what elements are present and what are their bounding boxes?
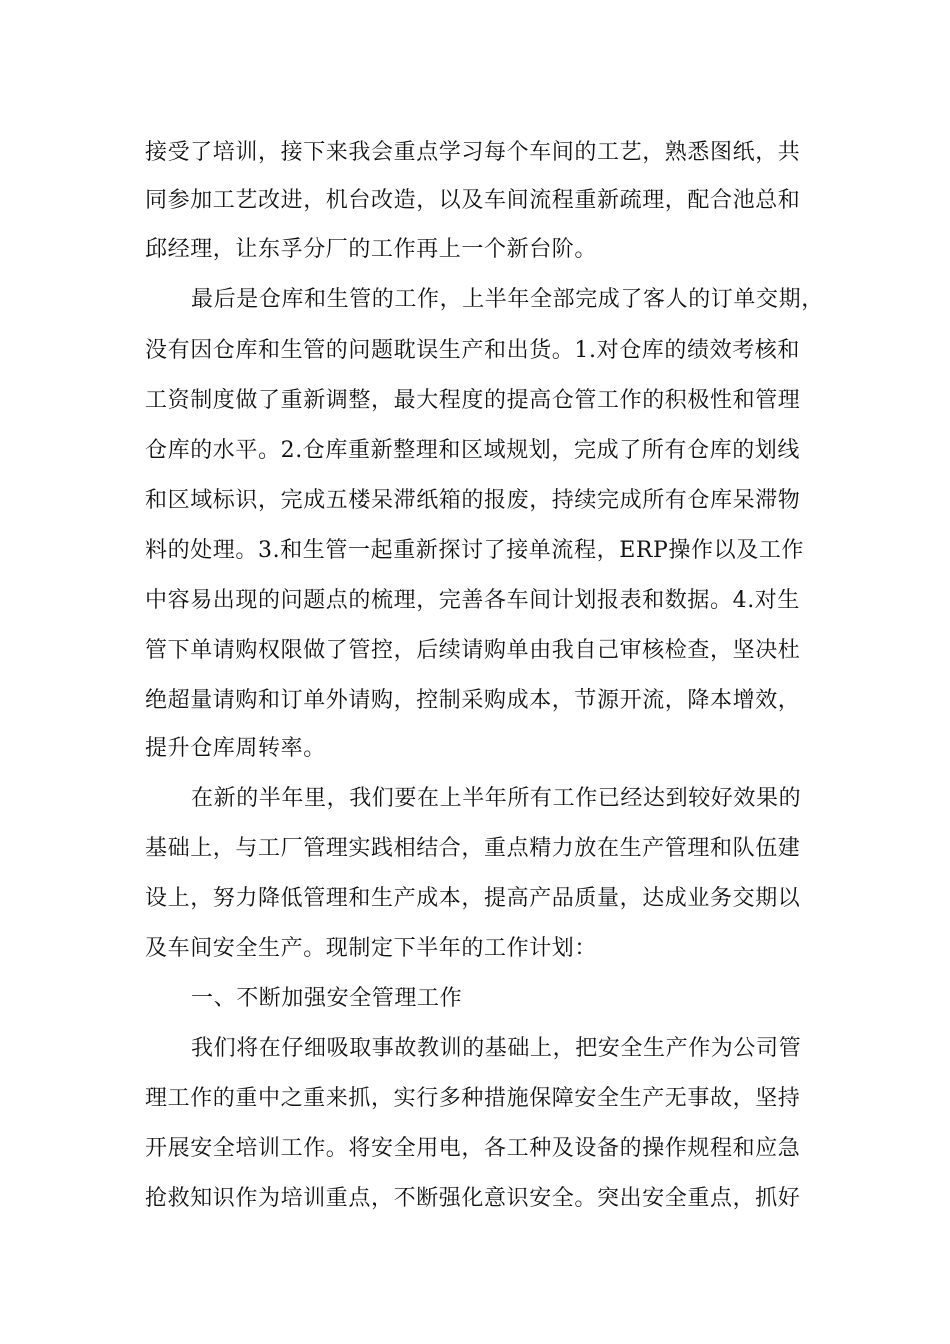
text-line: 仓库的水平。2.仓库重新整理和区域规划，完成了所有仓库的划线 — [145, 438, 800, 463]
text-line: 设上，努力降低管理和生产成本，提高产品质量，达成业务交期以 — [145, 886, 801, 911]
text-line: 基础上，与工厂管理实践相结合，重点精力放在生产管理和队伍建 — [145, 836, 801, 861]
text-line: 邱经理，让东孚分厂的工作再上一个新台阶。 — [145, 237, 598, 262]
section-heading: 一、不断加强安全管理工作 — [191, 986, 463, 1011]
text-line: 工资制度做了重新调整，最大程度的提高仓管工作的积极性和管理 — [145, 388, 801, 413]
text-line: 同参加工艺改进，机台改造，以及车间流程重新疏理，配合池总和 — [145, 188, 801, 213]
text-line: 和区域标识，完成五楼呆滞纸箱的报废，持续完成所有仓库呆滞物 — [145, 488, 801, 513]
text-line: 管下单请购权限做了管控，后续请购单由我自己审核检查，坚决杜 — [145, 638, 801, 663]
text-line: 及车间安全生产。现制定下半年的工作计划： — [145, 936, 598, 961]
paragraph-first-line: 我们将在仔细吸取事故教训的基础上，把安全生产作为公司管 — [191, 1036, 802, 1061]
paragraph-first-line: 最后是仓库和生管的工作，上半年全部完成了客人的订单交期， — [191, 287, 824, 312]
text-line: 绝超量请购和订单外请购，控制采购成本，节源开流，降本增效， — [145, 688, 801, 713]
text-line: 理工作的重中之重来抓，实行多种措施保障安全生产无事故，坚持 — [145, 1086, 801, 1111]
text-line: 没有因仓库和生管的问题耽误生产和出货。1.对仓库的绩效考核和 — [145, 338, 800, 363]
text-line: 抢救知识作为培训重点，不断强化意识安全。突出安全重点，抓好 — [145, 1186, 801, 1211]
text-line: 提升仓库周转率。 — [145, 736, 326, 761]
text-line: 接受了培训，接下来我会重点学习每个车间的工艺，熟悉图纸，共 — [145, 140, 801, 165]
text-line: 中容易出现的问题点的梳理，完善各车间计划报表和数据。4.对生 — [145, 588, 800, 613]
text-line: 料的处理。3.和生管一起重新探讨了接单流程，ERP操作以及工作 — [145, 538, 805, 563]
text-line: 开展安全培训工作。将安全用电，各工种及设备的操作规程和应急 — [145, 1136, 801, 1161]
paragraph-first-line: 在新的半年里，我们要在上半年所有工作已经达到较好效果的 — [191, 786, 802, 811]
